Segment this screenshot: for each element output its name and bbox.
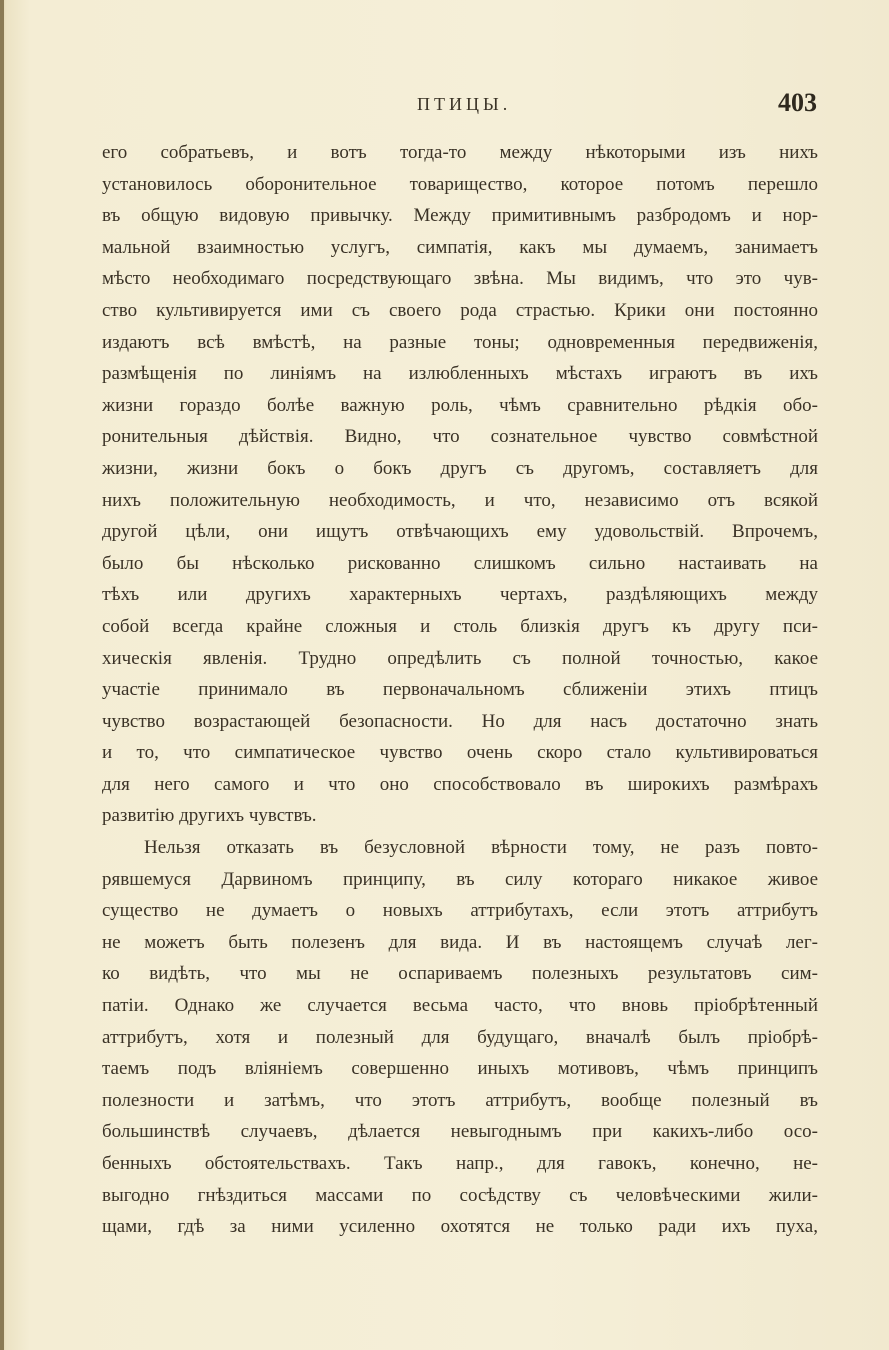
running-head: ПТИЦЫ. bbox=[417, 94, 512, 114]
text-line: мѣсто необходимаго посредствующаго звѣна. Мы видимъ, что это чув- bbox=[102, 268, 818, 290]
text-line: не можетъ быть полезенъ для вида. И въ настоящемъ случаѣ лег- bbox=[102, 931, 818, 953]
text-line: установилось оборонительное товарищество, которое потомъ перешло bbox=[102, 173, 818, 195]
text-line: большинствѣ случаевъ, дѣлается невыгоднымъ при какихъ-либо осо- bbox=[102, 1121, 818, 1143]
text-line: полезности и затѣмъ, что этотъ аттрибутъ, вообще полезный въ bbox=[102, 1089, 818, 1111]
text-line: бенныхъ обстоятельствахъ. Такъ напр., для гавокъ, конечно, не- bbox=[102, 1153, 818, 1174]
text-line: щами, гдѣ за ними усиленно охотятся не только ради ихъ пуха, bbox=[102, 1216, 818, 1238]
body-text bbox=[102, 137, 818, 1243]
text-line: и то, что симпатическое чувство очень скоро стало культивироваться bbox=[102, 742, 818, 764]
text-line: для него самого и что оно способствовало въ широкихъ размѣрахъ bbox=[102, 773, 818, 795]
text-line: аттрибутъ, хотя и полезный для будущаго, вначалѣ былъ пріобрѣ- bbox=[102, 1026, 818, 1048]
text-line: выгодно гнѣздиться массами по сосѣдству съ человѣческими жили- bbox=[102, 1184, 818, 1206]
text-line: ство культивируется ими съ своего рода страстью. Крики они постоянно bbox=[102, 299, 818, 321]
text-line: издаютъ всѣ вмѣстѣ, на разные тоны; одновременныя передвиженія, bbox=[102, 331, 818, 353]
text-line: тѣхъ или другихъ характерныхъ чертахъ, раздѣляющихъ между bbox=[102, 584, 818, 606]
text-line: патіи. Однако же случается весьма часто, что вновь пріобрѣтенный bbox=[102, 995, 818, 1017]
text-line: участіе принимало въ первоначальномъ сближеніи этихъ птицъ bbox=[102, 679, 818, 701]
text-line: нихъ положительную необходимость, и что, независимо отъ всякой bbox=[102, 489, 818, 511]
page-number: 403 bbox=[778, 88, 817, 117]
text-line: жизни, жизни бокъ о бокъ другъ съ другомъ, составляетъ для bbox=[102, 457, 818, 479]
paragraph-first-line: Нельзя отказать въ безусловной вѣрности тому, не разъ повто- bbox=[144, 837, 818, 859]
text-line: таемъ подъ вліяніемъ совершенно иныхъ мотивовъ, чѣмъ принципъ bbox=[102, 1058, 818, 1080]
page-edge bbox=[0, 0, 4, 1350]
paragraph-end-line: развитію другихъ чувствъ. bbox=[102, 805, 317, 827]
text-line: въ общую видовую привычку. Между примитивнымъ разбродомъ и нор- bbox=[102, 205, 818, 227]
text-line: было бы нѣсколько рискованно слишкомъ сильно настаивать на bbox=[102, 552, 818, 574]
text-line: жизни гораздо болѣе важную роль, чѣмъ сравнительно рѣдкія обо- bbox=[102, 394, 818, 416]
text-line: его собратьевъ, и вотъ тогда-то между нѣкоторыми изъ нихъ bbox=[102, 142, 818, 163]
text-line: мальной взаимностью услугъ, симпатія, какъ мы думаемъ, занимаетъ bbox=[102, 236, 818, 258]
text-line: собой всегда крайне сложныя и столь близкія другъ къ другу пси- bbox=[102, 615, 818, 637]
text-line: ронительныя дѣйствія. Видно, что сознательное чувство совмѣстной bbox=[102, 426, 818, 448]
text-line: существо не думаетъ о новыхъ аттрибутахъ, если этотъ аттрибутъ bbox=[102, 900, 818, 922]
text-line: другой цѣли, они ищутъ отвѣчающихъ ему удовольствій. Впрочемъ, bbox=[102, 521, 818, 543]
text-line: хическія явленія. Трудно опредѣлить съ полной точностью, какое bbox=[102, 647, 818, 669]
text-line: ко видѣть, что мы не оспариваемъ полезныхъ результатовъ сим- bbox=[102, 963, 818, 985]
text-line: чувство возрастающей безопасности. Но для насъ достаточно знать bbox=[102, 710, 818, 732]
text-line: размѣщенія по линіямъ на излюбленныхъ мѣстахъ играютъ въ ихъ bbox=[102, 363, 818, 385]
text-line: рявшемуся Дарвиномъ принципу, въ силу котораго никакое живое bbox=[102, 868, 818, 890]
